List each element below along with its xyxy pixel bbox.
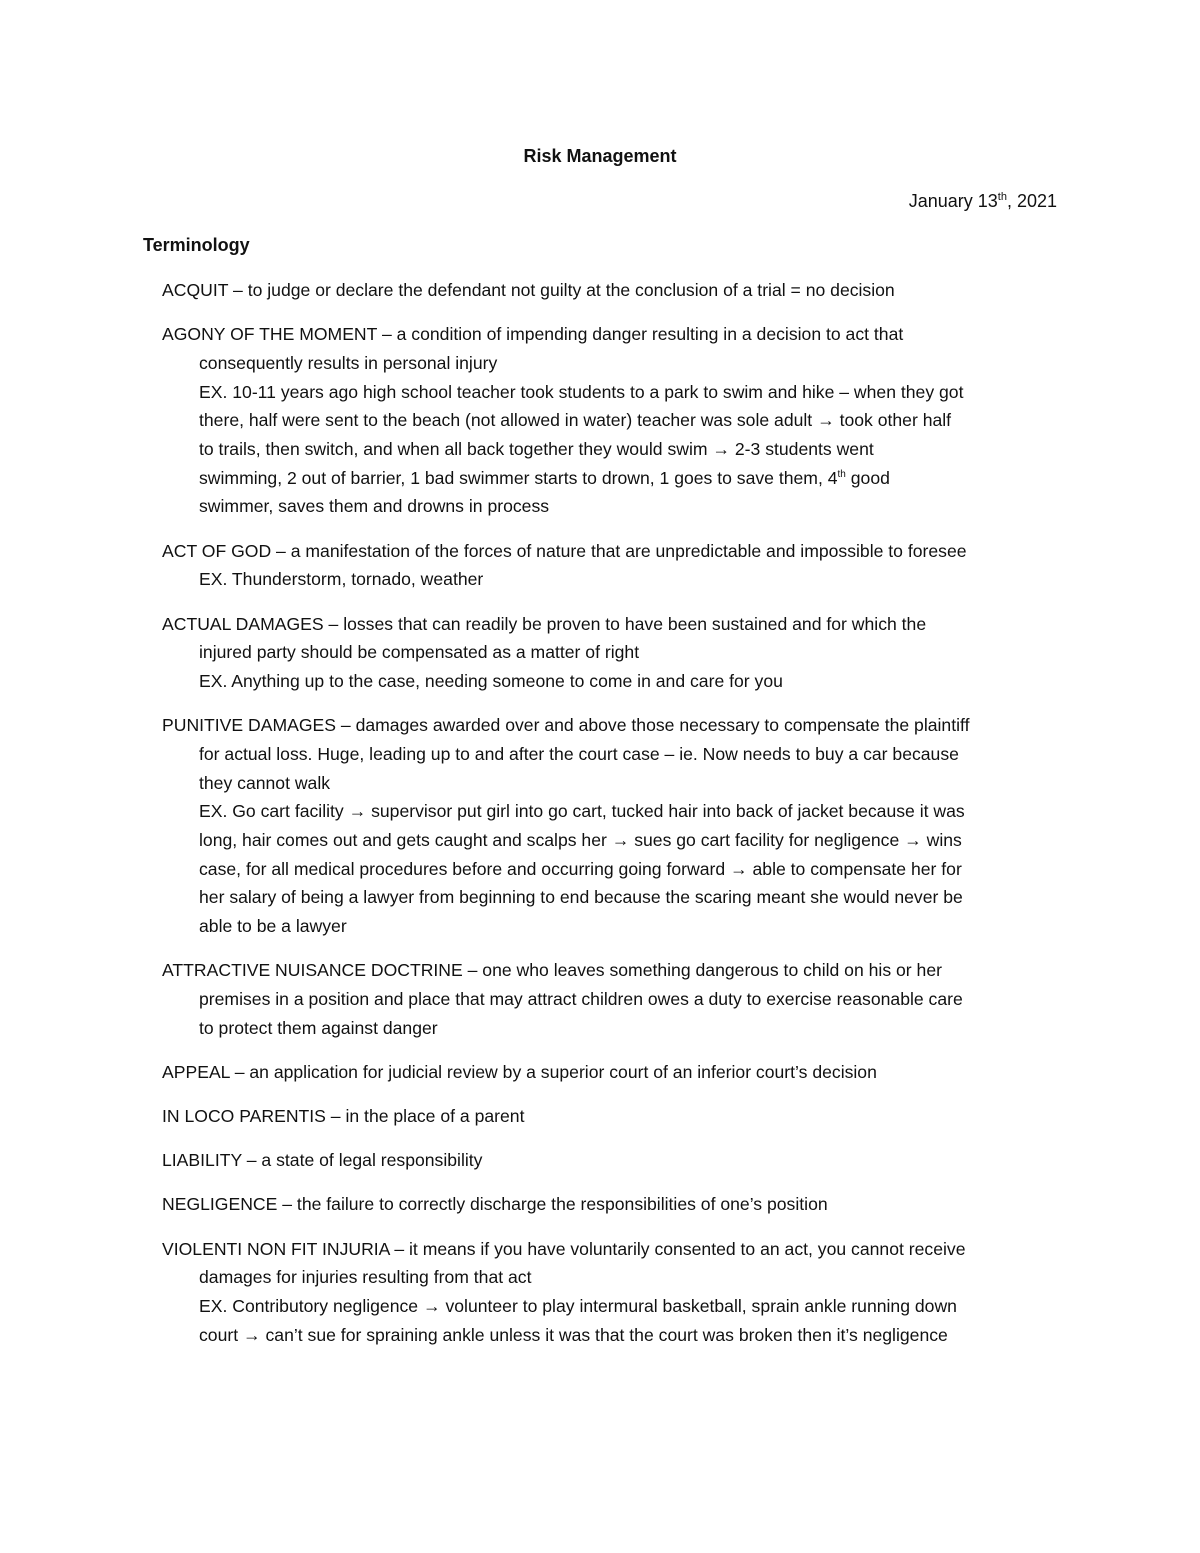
term-definition-line: ATTRACTIVE NUISANCE DOCTRINE – one who leaves something dangerous to child on his or her (162, 960, 942, 981)
term-continuation-line: EX. 10-11 years ago high school teacher took students to a park to swim and hike – when they got (199, 381, 964, 402)
term-appeal (162, 1058, 1062, 1087)
term-punitive-damages (162, 711, 1062, 941)
date-year: , 2021 (1006, 191, 1057, 211)
term-in-loco-parentis (162, 1102, 1062, 1131)
term-definition-line: AGONY OF THE MOMENT – a condition of impending danger resulting in a decision to act that (162, 324, 904, 345)
term-continuation-line: EX. Thunderstorm, tornado, weather (199, 569, 484, 590)
term-continuation-line: there, half were sent to the beach (not allowed in water) teacher was sole adult → took other half (199, 410, 952, 431)
term-attractive-nuisance-doctrine (162, 956, 1062, 1042)
term-definition-line: IN LOCO PARENTIS – in the place of a parent (162, 1106, 525, 1127)
ordinal-suffix: th (837, 468, 846, 480)
arrow-icon: → (817, 410, 835, 431)
term-actual-damages (162, 610, 1062, 696)
term-definition-line: LIABILITY – a state of legal responsibility (162, 1150, 483, 1171)
term-continuation-line: swimming, 2 out of barrier, 1 bad swimmer starts to drown, 1 goes to save them, 4th good (199, 467, 890, 488)
term-continuation-line: her salary of being a lawyer from beginning to end because the scaring meant she would never be (199, 887, 963, 908)
term-continuation-line: damages for injuries resulting from that act (199, 1267, 532, 1288)
arrow-icon: → (611, 829, 630, 850)
term-definition-line: APPEAL – an application for judicial review by a superior court of an inferior court’s decision (162, 1061, 877, 1082)
term-continuation-line: consequently results in personal injury (199, 352, 498, 373)
term-continuation-line: they cannot walk (199, 772, 331, 793)
term-violenti-non-fit-injuria (162, 1235, 1062, 1350)
term-definition-line: ACTUAL DAMAGES – losses that can readily be proven to have been sustained and for which the (162, 613, 927, 634)
date-text: January 13 (908, 191, 998, 211)
term-definition-line: ACT OF GOD – a manifestation of the forces of nature that are unpredictable and impossible to foresee (162, 540, 967, 561)
term-definition-line: NEGLIGENCE – the failure to correctly discharge the responsibilities of one’s position (162, 1194, 828, 1215)
arrow-icon: → (243, 1324, 261, 1345)
term-liability (162, 1146, 1062, 1175)
term-continuation (162, 565, 1062, 594)
term-act-of-god (162, 537, 1062, 594)
term-continuation (162, 1263, 1062, 1349)
term-continuation-line: injured party should be compensated as a matter of right (199, 642, 640, 663)
term-negligence (162, 1190, 1062, 1219)
term-continuation-line: able to be a lawyer (199, 916, 347, 937)
term-continuation-line: for actual loss. Huge, leading up to and after the court case – ie. Now needs to buy a car because (199, 743, 959, 764)
arrow-icon: → (730, 858, 748, 879)
arrow-icon: → (422, 1296, 441, 1317)
term-continuation-line: swimmer, saves them and drowns in process (199, 496, 550, 517)
arrow-icon: → (712, 439, 730, 460)
section-heading-terminology: Terminology (143, 235, 250, 255)
arrow-icon: → (348, 801, 367, 822)
term-continuation-line: to trails, then switch, and when all back together they would swim → 2-3 students went (199, 439, 874, 460)
term-definition-line: VIOLENTI NON FIT INJURIA – it means if you have voluntarily consented to an act, you cannot receive (162, 1238, 966, 1259)
document-title: Risk Management (523, 146, 677, 166)
term-continuation-line: EX. Go cart facility → supervisor put girl into go cart, tucked hair into back of jacket because it was (199, 801, 965, 822)
term-continuation-line: long, hair comes out and gets caught and scalps her → sues go cart facility for negligence → wins (199, 829, 962, 850)
date-ordinal: th (997, 191, 1007, 203)
document-date (909, 188, 1057, 214)
term-acquit (162, 276, 1062, 305)
term-continuation-line: to protect them against danger (199, 1017, 438, 1038)
term-continuation-line: EX. Contributory negligence → volunteer to play intermural basketball, sprain ankle running down (199, 1296, 957, 1317)
term-agony-of-the-moment (162, 320, 1062, 521)
term-continuation (162, 985, 1062, 1042)
term-continuation-line: case, for all medical procedures before and occurring going forward → able to compensate her for (199, 858, 962, 879)
term-continuation (162, 349, 1062, 521)
term-continuation-line: EX. Anything up to the case, needing someone to come in and care for you (199, 670, 783, 691)
term-continuation (162, 638, 1062, 695)
arrow-icon: → (904, 829, 922, 850)
term-definition-line: ACQUIT – to judge or declare the defendant not guilty at the conclusion of a trial = no decision (162, 280, 895, 300)
term-continuation-line: court → can’t sue for spraining ankle unless it was that the court was broken then it’s negligence (199, 1324, 948, 1345)
term-continuation (162, 740, 1062, 941)
term-continuation-line: premises in a position and place that may attract children owes a duty to exercise reasonable care (199, 988, 963, 1009)
terms-list (162, 276, 1062, 1365)
term-definition-line: PUNITIVE DAMAGES – damages awarded over and above those necessary to compensate the plaintiff (162, 715, 970, 736)
